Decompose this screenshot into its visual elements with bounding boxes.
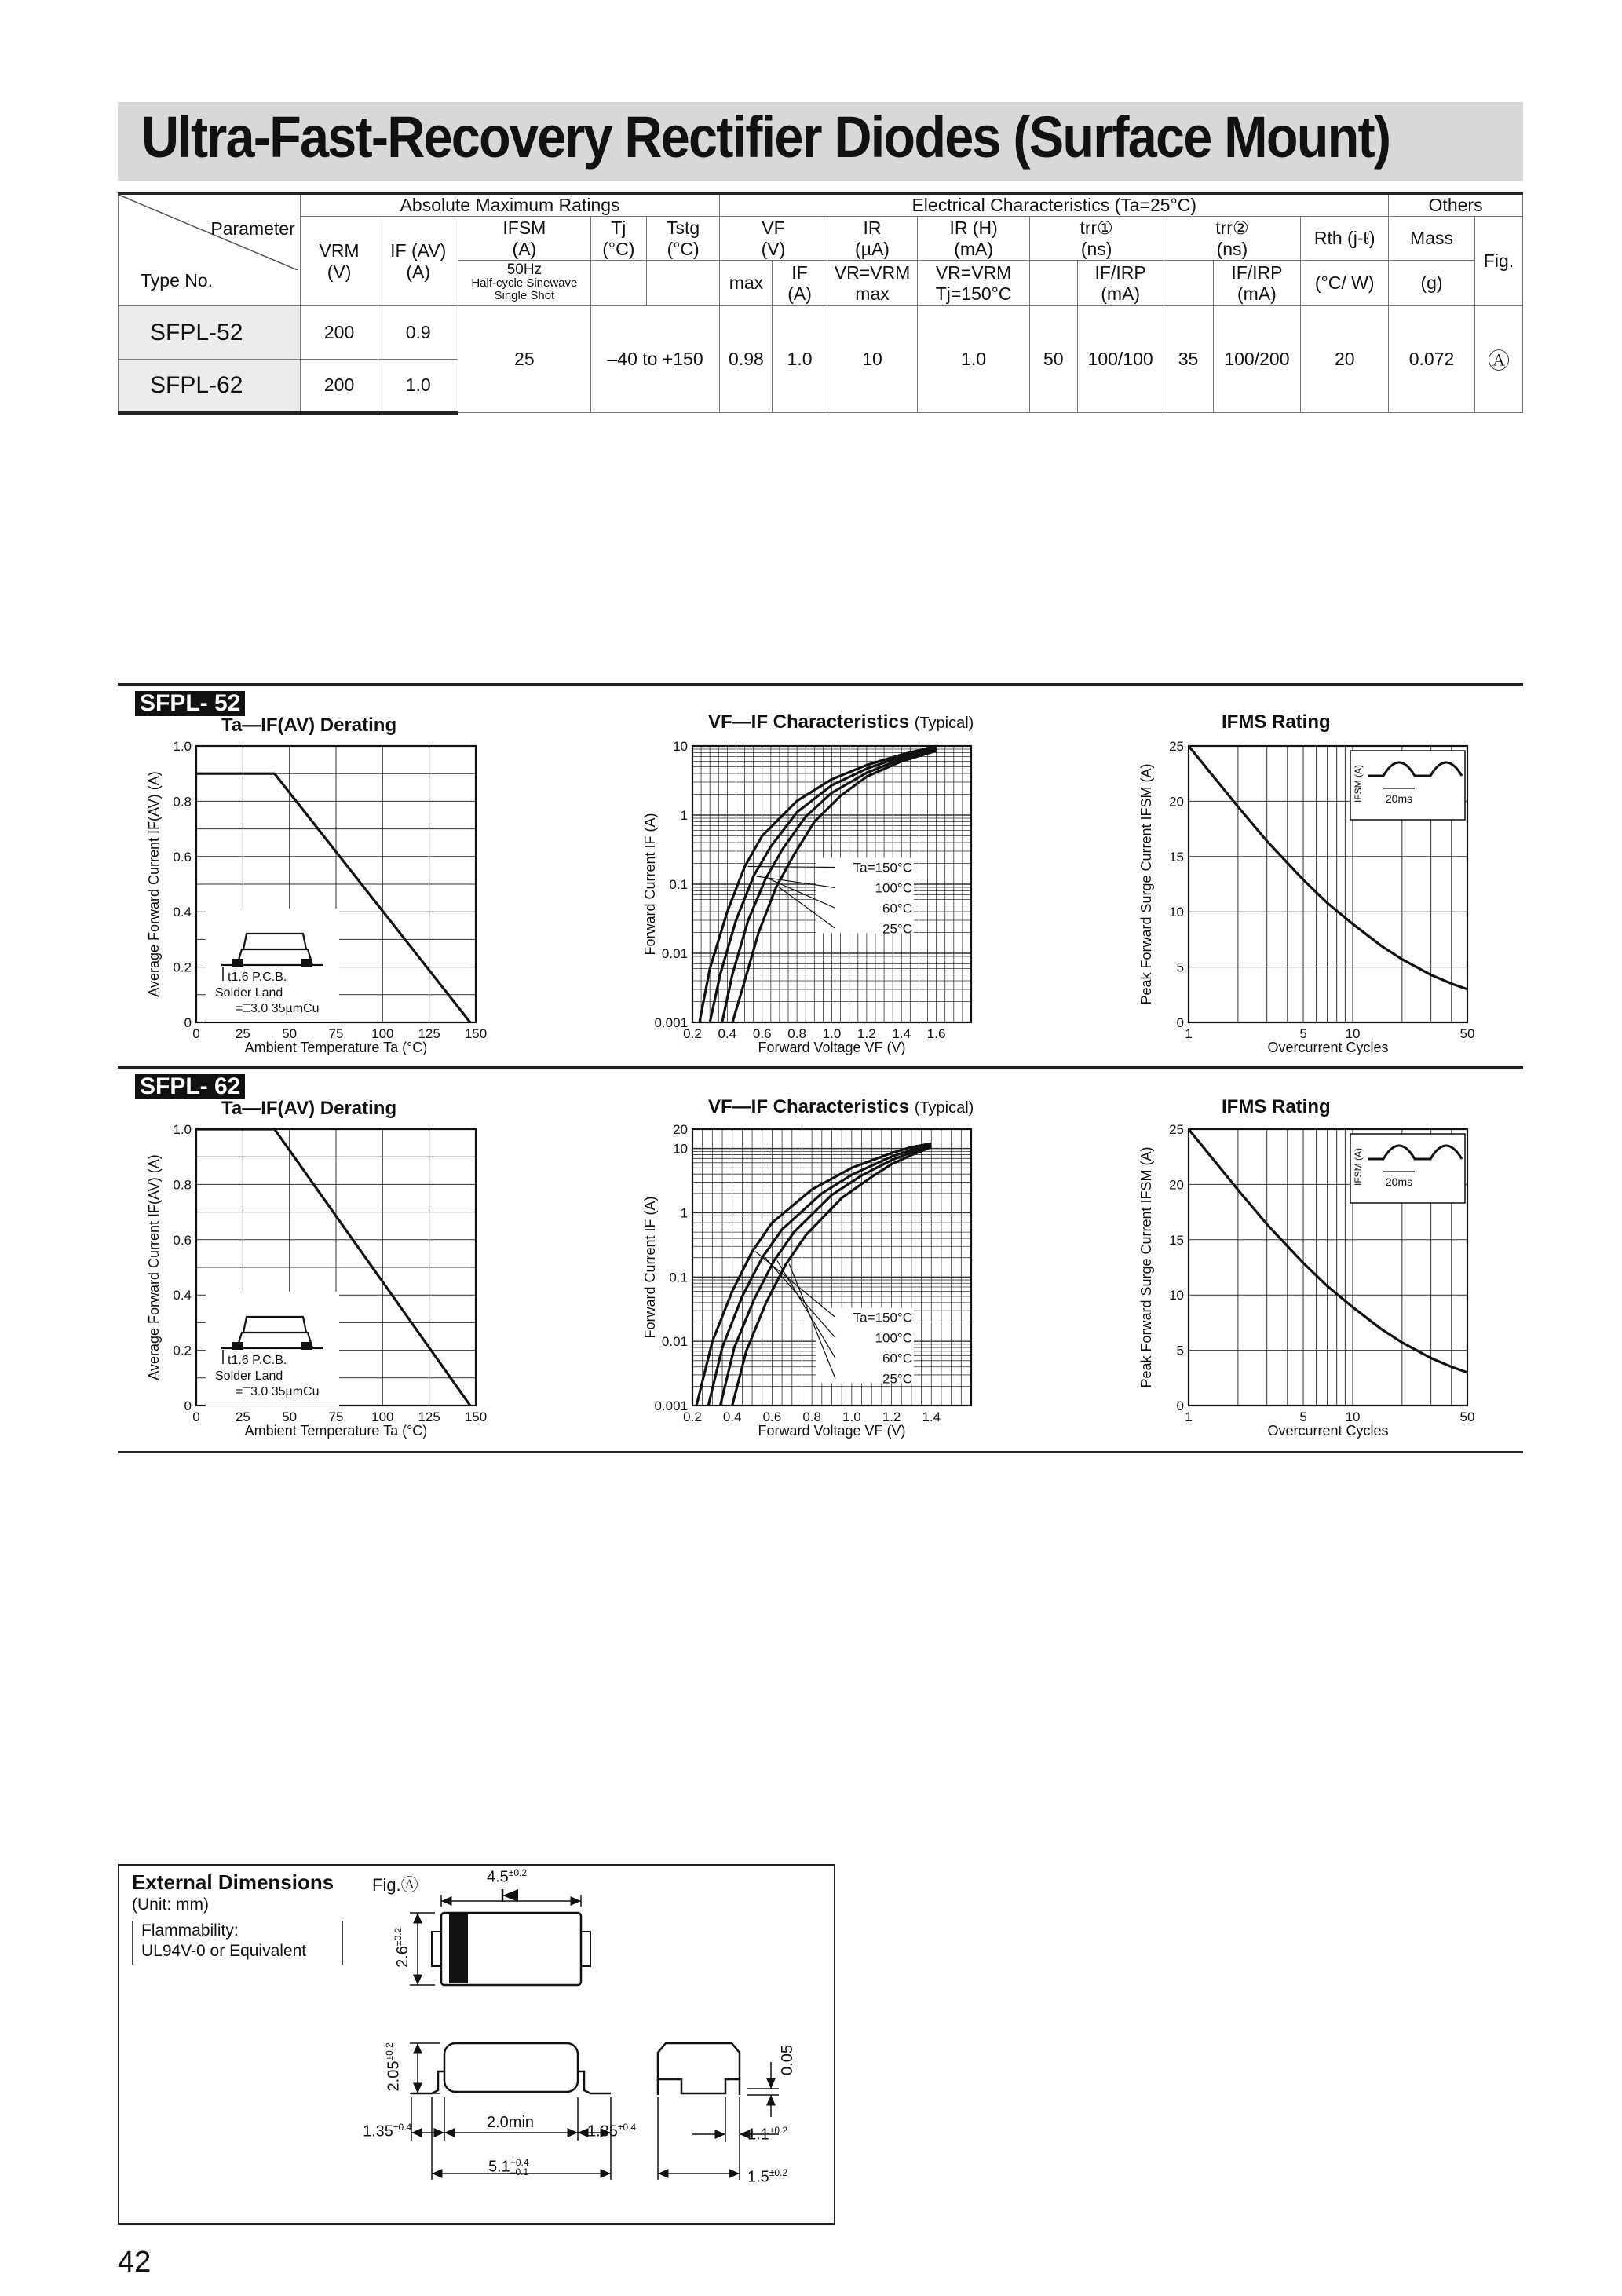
y-tick-label: 0.01 [661, 1334, 688, 1350]
tj-header: Tj (°C) [590, 217, 646, 261]
inset-text: Solder Land [215, 1369, 283, 1383]
x-tick-label: 10 [1345, 1026, 1361, 1041]
y-tick-label: 0.2 [173, 1343, 192, 1358]
legend-label: 25°C [882, 921, 912, 937]
trr2-cell: 35 [1164, 306, 1213, 413]
top-view [410, 1889, 590, 1985]
inset-axis-label: IFSM (A) [1353, 765, 1364, 803]
x-tick-label: 10 [1345, 1409, 1361, 1424]
x-tick-label: 1.4 [922, 1409, 941, 1424]
mass-header: Mass [1389, 217, 1475, 261]
y-tick-label: 10 [673, 1141, 688, 1157]
parameter-label: Parameter [210, 218, 295, 239]
package-drawing [119, 1866, 834, 2223]
y-axis-label: Forward Current IF (A) [642, 813, 658, 956]
dim-min-span: 2.0min [487, 2114, 535, 2131]
trr1-cell: 50 [1029, 306, 1077, 413]
x-tick-label: 1.6 [926, 1026, 946, 1041]
ifsm-cell: 25 [458, 306, 591, 413]
dim-length: $4.5^{\pm 0.2}$ [487, 1867, 528, 1886]
period-label: 20ms [1385, 1175, 1413, 1188]
x-tick-label: 0.4 [718, 1026, 737, 1041]
trr2-cond-cell: 100/200 [1213, 306, 1301, 413]
period-label: 20ms [1385, 792, 1413, 805]
ifav-cell: 0.9 [378, 306, 458, 360]
tj-tstg-cell: –40 to +150 [590, 306, 720, 413]
y-tick-label: 0.001 [654, 1015, 688, 1030]
ifsm-condition: 50Hz Half-cycle Sinewave Single Shot [458, 261, 591, 306]
y-tick-label: 1.0 [173, 739, 192, 754]
y-tick-label: 15 [1169, 1232, 1184, 1248]
ir-header: IR (µA) [827, 217, 918, 261]
dim-thickness: 0.05 [778, 2045, 796, 2075]
x-tick-label: 0.2 [683, 1026, 702, 1041]
inset-axis-label: IFSM (A) [1353, 1148, 1364, 1186]
dim-end-width: $1.5^{\pm 0.2}$ [747, 2167, 788, 2186]
vf-cell: 0.98 [720, 306, 773, 413]
x-tick-label: 50 [282, 1026, 298, 1041]
x-tick-label: 125 [418, 1026, 440, 1041]
y-tick-label: 10 [1169, 905, 1184, 920]
y-tick-label: 1.0 [173, 1122, 192, 1137]
y-axis-label: Peak Forward Surge Current IFSM (A) [1138, 1146, 1154, 1388]
x-tick-label: 1.2 [857, 1026, 876, 1041]
y-tick-label: 0.4 [173, 1288, 192, 1303]
chart-sfpl-62-0 [146, 1122, 487, 1439]
y-tick-label: 20 [1169, 794, 1184, 810]
x-tick-label: 75 [328, 1409, 344, 1424]
legend [755, 1252, 914, 1387]
dim-lead-right: $1.35^{\pm 0.4}$ [587, 2122, 637, 2141]
vf-max-header: max [720, 261, 773, 306]
y-tick-label: 15 [1169, 849, 1184, 865]
y-axis-label: Forward Current IF (A) [642, 1196, 658, 1339]
legend-label: 100°C [875, 880, 912, 896]
y-tick-label: 0 [184, 1015, 192, 1030]
x-tick-label: 75 [328, 1026, 344, 1041]
chart-title: VF—IF Characteristics (Typical) [708, 1096, 974, 1117]
ifsm-header: IFSM (A) [458, 217, 591, 261]
type-no-label: Type No. [141, 270, 214, 291]
legend-leader [765, 1258, 835, 1338]
trr1-cond-cell: 100/100 [1077, 306, 1164, 413]
solder-pad [232, 1342, 243, 1350]
y-tick-label: 0 [1176, 1015, 1184, 1030]
waveform-inset [1350, 751, 1465, 820]
y-tick-label: 1 [680, 1205, 688, 1221]
vf-header: VF (V) [720, 217, 827, 261]
y-tick-label: 0.1 [669, 877, 688, 892]
x-tick-label: 0.2 [683, 1409, 702, 1424]
y-tick-label: 20 [1169, 1177, 1184, 1193]
x-tick-label: 50 [1459, 1409, 1475, 1424]
legend-label: Ta=150°C [853, 1310, 912, 1325]
mass-unit: (g) [1389, 261, 1475, 306]
flammability-note: Flammability: UL94V-0 or Equivalent [132, 1921, 343, 1965]
x-tick-label: 5 [1299, 1026, 1307, 1041]
x-axis-label: Forward Voltage VF (V) [758, 1423, 906, 1439]
y-tick-label: 0.1 [669, 1270, 688, 1285]
x-tick-label: 0.6 [762, 1409, 782, 1424]
vrm-cell: 200 [300, 306, 378, 360]
inset-text: =□3.0 35µmCu [236, 1385, 320, 1398]
y-tick-label: 25 [1169, 739, 1184, 754]
pcb-inset [206, 909, 339, 1022]
inset-text: =□3.0 35µmCu [236, 1002, 320, 1015]
trr1-condition: IF/IRP (mA) [1077, 261, 1164, 306]
y-axis-label: Peak Forward Surge Current IFSM (A) [1138, 763, 1154, 1005]
page-title: Ultra-Fast-Recovery Rectifier Diodes (Surface Mount) [141, 104, 1390, 170]
ir-cell: 10 [827, 306, 918, 413]
legend-leader [755, 1252, 835, 1318]
inset-text: Solder Land [215, 986, 283, 1000]
type-cell: SFPL-62 [119, 360, 301, 413]
y-tick-label: 0.8 [173, 1177, 192, 1193]
x-tick-label: 0 [192, 1026, 200, 1041]
type-cell: SFPL-52 [119, 306, 301, 360]
rth-header: Rth (j-ℓ) [1301, 217, 1389, 261]
others-header: Others [1389, 194, 1523, 217]
dim-height: $2.05^{\pm 0.2}$ [383, 2042, 403, 2092]
chart-sfpl-62-2 [1138, 1122, 1474, 1439]
x-tick-label: 0.6 [752, 1026, 772, 1041]
trr2-header: trr② (ns) [1164, 217, 1301, 261]
x-tick-label: 25 [235, 1026, 250, 1041]
dim-total-length: 5.1+0.4 –0.1 [488, 2157, 529, 2177]
y-axis-label: Average Forward Current IF(AV) (A) [146, 771, 162, 997]
x-axis-label: Ambient Temperature Ta (°C) [244, 1423, 428, 1439]
y-tick-label: 0.6 [173, 849, 192, 865]
y-tick-label: 10 [673, 739, 688, 754]
ifav-header: IF (AV) (A) [378, 217, 458, 306]
chart-title: IFMS Rating [1222, 1096, 1331, 1117]
x-tick-label: 100 [371, 1026, 394, 1041]
x-tick-label: 25 [235, 1409, 250, 1424]
trr2-condition: IF/IRP (mA) [1213, 261, 1301, 306]
fig-header: Fig. [1474, 217, 1522, 306]
tstg-header: Tstg (°C) [646, 217, 720, 261]
irh-cell: 1.0 [918, 306, 1029, 413]
y-tick-label: 0.4 [173, 905, 192, 920]
fig-cell: Ⓐ [1474, 306, 1522, 413]
part-tag-sfpl52: SFPL- 52 [135, 691, 245, 716]
inset-frame [1350, 751, 1465, 820]
inset-text: t1.6 P.C.B. [228, 971, 287, 984]
x-tick-label: 1.0 [842, 1409, 861, 1424]
fig-label: Fig.Ⓐ [372, 1875, 418, 1895]
vf-if-cell: 1.0 [773, 306, 827, 413]
x-axis-label: Overcurrent Cycles [1267, 1040, 1389, 1055]
y-axis-label: Average Forward Current IF(AV) (A) [146, 1154, 162, 1380]
x-tick-label: 150 [464, 1026, 488, 1041]
y-tick-label: 0 [1176, 1398, 1184, 1413]
x-tick-label: 1.2 [882, 1409, 901, 1424]
irh-condition: VR=VRM Tj=150°C [918, 261, 1029, 306]
irh-header: IR (H) (mA) [918, 217, 1029, 261]
abs-max-header: Absolute Maximum Ratings [300, 194, 720, 217]
legend-label: 60°C [882, 1351, 912, 1366]
chart-title: IFMS Rating [1222, 711, 1331, 733]
ir-condition: VR=VRM max [827, 261, 918, 306]
y-tick-label: 10 [1169, 1288, 1184, 1303]
x-axis-label: Forward Voltage VF (V) [758, 1040, 906, 1055]
mass-cell: 0.072 [1389, 306, 1475, 413]
solder-pad [301, 959, 312, 967]
y-tick-label: 20 [673, 1122, 688, 1137]
waveform-inset [1350, 1134, 1465, 1203]
rth-unit: (°C/ W) [1301, 261, 1389, 306]
x-tick-label: 0.8 [802, 1409, 821, 1424]
y-tick-label: 5 [1176, 960, 1184, 975]
inset-text: t1.6 P.C.B. [228, 1354, 287, 1367]
legend-label: 25°C [882, 1371, 912, 1387]
x-tick-label: 0 [192, 1409, 200, 1424]
x-axis-label: Ambient Temperature Ta (°C) [244, 1040, 428, 1055]
solder-pad [301, 1342, 312, 1350]
x-tick-label: 125 [418, 1409, 440, 1424]
y-tick-label: 0.6 [173, 1232, 192, 1248]
x-tick-label: 50 [282, 1409, 298, 1424]
x-axis-label: Overcurrent Cycles [1267, 1423, 1389, 1439]
chart-title: Ta—IF(AV) Derating [221, 1098, 397, 1119]
y-tick-label: 0.001 [654, 1398, 688, 1413]
solder-pad [232, 959, 243, 967]
x-tick-label: 1.4 [892, 1026, 911, 1041]
legend-label: 100°C [875, 1330, 912, 1346]
ifav-cell: 1.0 [378, 360, 458, 413]
x-tick-label: 150 [464, 1409, 488, 1424]
inset-frame [1350, 1134, 1465, 1203]
dimensions-title: External Dimensions [132, 1870, 334, 1894]
chart-sfpl-52-2 [1138, 739, 1474, 1055]
elec-header: Electrical Characteristics (Ta=25°C) [720, 194, 1389, 217]
rth-cell: 20 [1301, 306, 1389, 413]
chart-title: Ta—IF(AV) Derating [221, 715, 397, 736]
dim-width: $2.6^{\pm 0.2}$ [393, 1927, 411, 1968]
chart-sfpl-52-0 [146, 739, 487, 1055]
vrm-cell: 200 [300, 360, 378, 413]
y-tick-label: 0.01 [661, 946, 688, 961]
x-tick-label: 50 [1459, 1026, 1475, 1041]
end-view [658, 2043, 779, 2180]
dim-end-lead: $1.1^{\pm 0.2}$ [747, 2125, 788, 2144]
legend-label: 60°C [882, 901, 912, 916]
external-dimensions-box [118, 1864, 835, 2225]
y-tick-label: 1 [680, 808, 688, 823]
x-tick-label: 100 [371, 1409, 394, 1424]
y-tick-label: 0.2 [173, 960, 192, 975]
x-tick-label: 1.0 [822, 1026, 842, 1041]
trr1-header: trr① (ns) [1029, 217, 1164, 261]
page-number: 42 [118, 2246, 152, 2279]
x-tick-label: 1 [1185, 1026, 1193, 1041]
chart-sfpl-62-1 [642, 1122, 971, 1439]
x-tick-label: 1 [1185, 1409, 1193, 1424]
pcb-inset [206, 1292, 339, 1406]
y-tick-label: 5 [1176, 1343, 1184, 1358]
chart-sfpl-52-1 [642, 739, 971, 1055]
x-tick-label: 0.4 [722, 1409, 742, 1424]
part-tag-sfpl62: SFPL- 62 [135, 1074, 245, 1099]
legend-label: Ta=150°C [853, 860, 912, 876]
y-tick-label: 0.8 [173, 794, 192, 810]
y-tick-label: 0 [184, 1398, 192, 1413]
x-tick-label: 0.8 [787, 1026, 806, 1041]
dimensions-unit: (Unit: mm) [132, 1896, 209, 1914]
vrm-header: VRM (V) [300, 217, 378, 306]
chart-title: VF—IF Characteristics (Typical) [708, 711, 974, 733]
vf-if-header: IF (A) [773, 261, 827, 306]
x-tick-label: 5 [1299, 1409, 1307, 1424]
y-tick-label: 25 [1169, 1122, 1184, 1137]
dim-lead-left: $1.35^{\pm 0.4}$ [363, 2122, 412, 2141]
